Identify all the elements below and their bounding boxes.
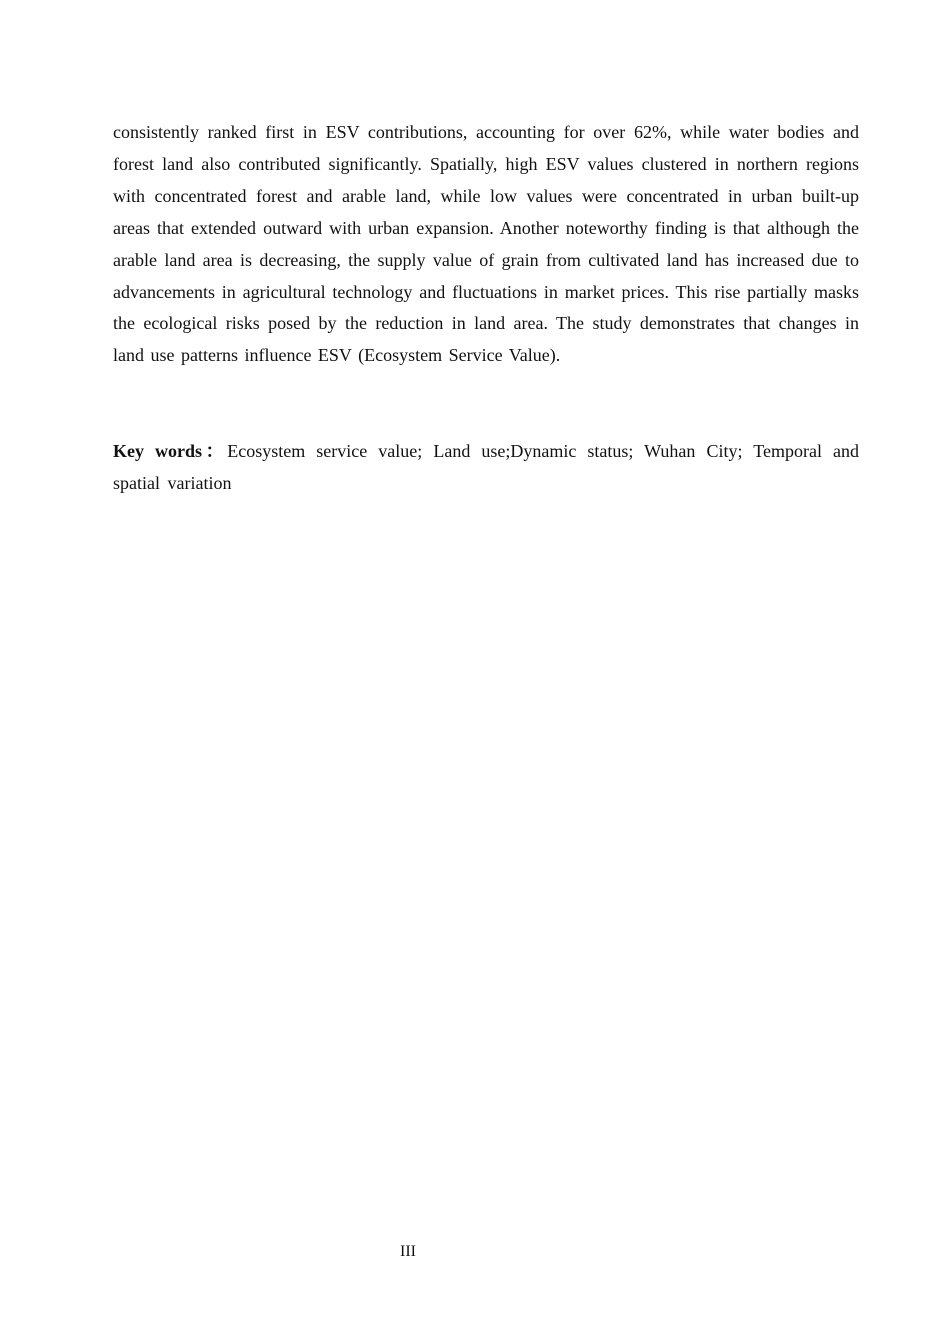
keywords-paragraph: [113, 436, 859, 500]
keywords-label: Key words：: [113, 441, 228, 461]
abstract-paragraph: consistently ranked first in ESV contributions, accounting for over 62%, while water bodies and forest land also contributed significantly. Spatially, high ESV values clustered in northern regions with concentrated forest and arable land, while low values were concentrated in urban built-up areas that extended outward with urban expansion. Another noteworthy finding is that although the arable land area is decreasing, the supply value of grain from cultivated land has increased due to advancements in agricultural technology and fluctuations in market prices. This rise partially masks the ecological risks posed by the reduction in land area. The study demonstrates that changes in land use patterns influence ESV (Ecosystem Service Value).: [113, 122, 859, 366]
page-number: III: [400, 1243, 416, 1260]
keywords-text: Ecosystem service value; Land use;Dynamic status; Wuhan City; Temporal and spatial variation: [113, 441, 860, 493]
